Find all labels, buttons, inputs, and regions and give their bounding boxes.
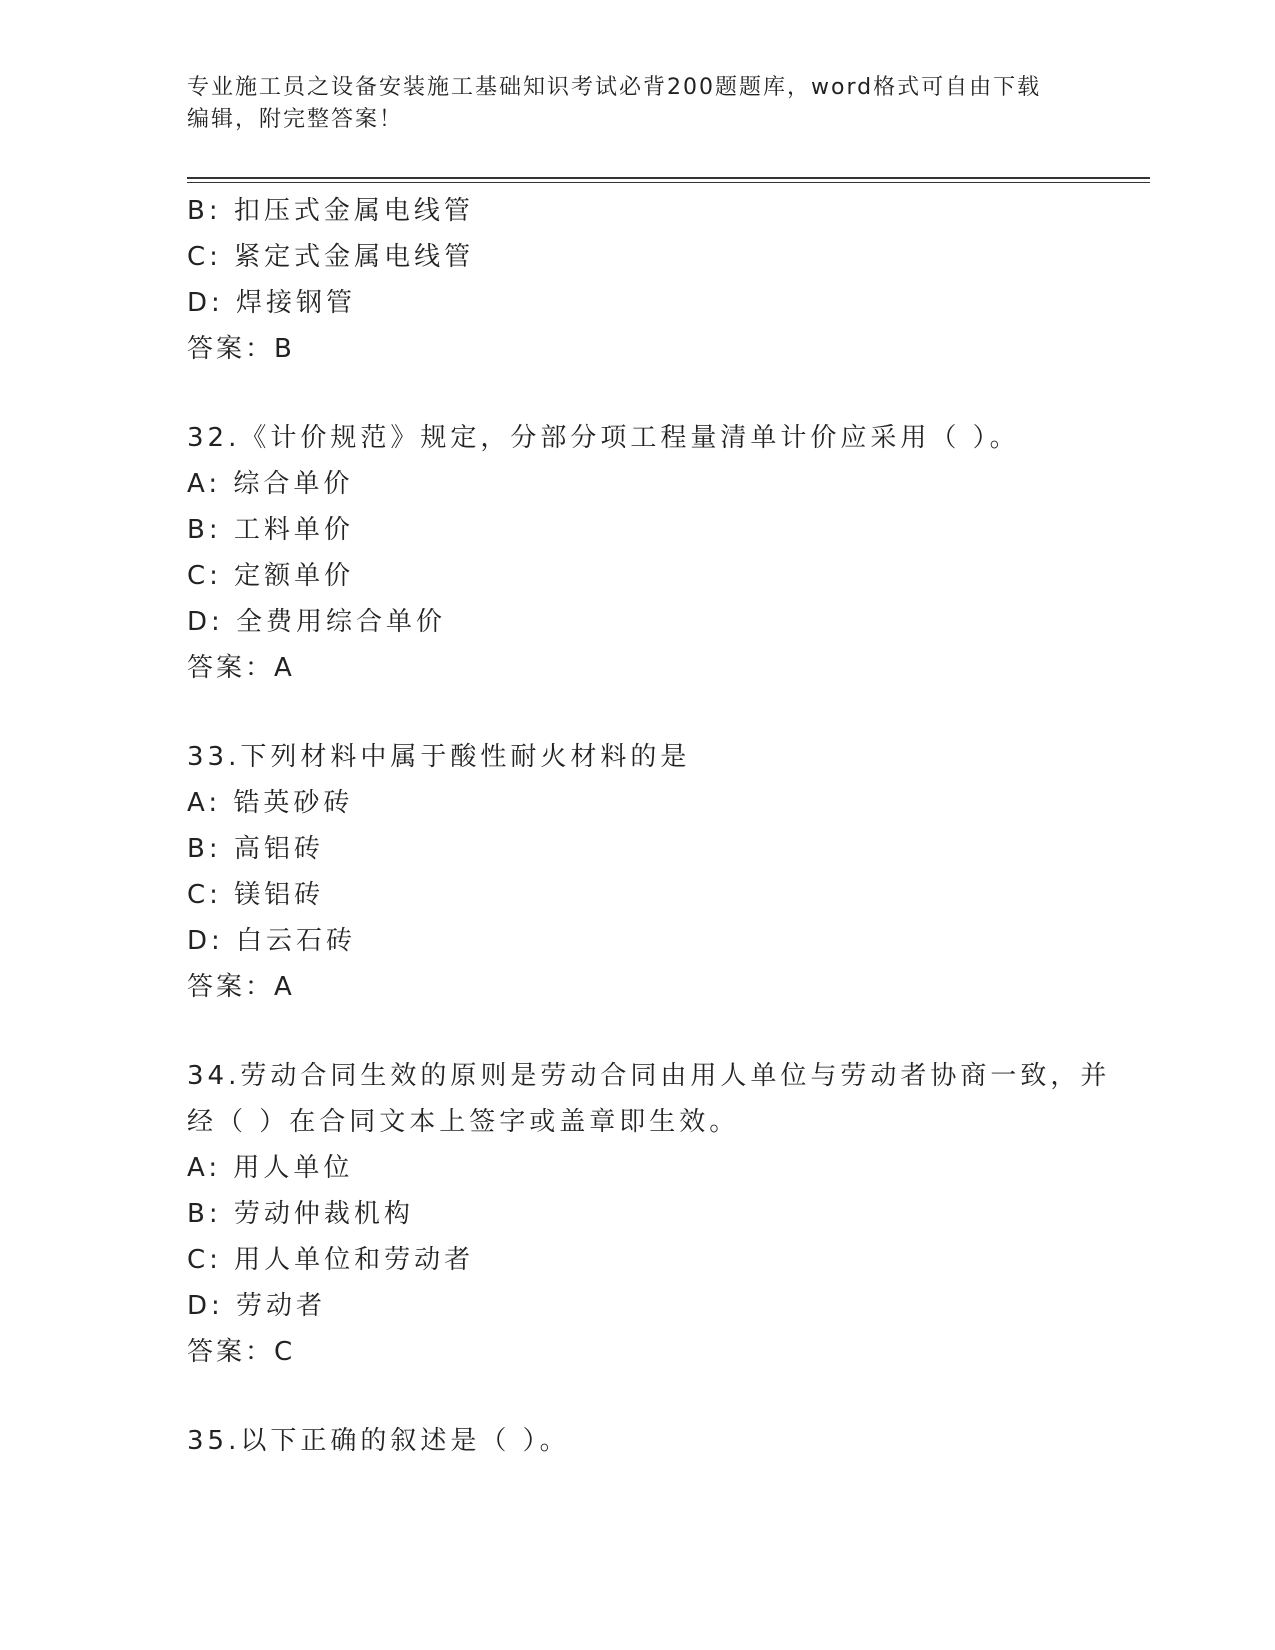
option-b: B: 高铝砖: [187, 834, 324, 864]
question-stem-line-1: 34.劳动合同生效的原则是劳动合同由用人单位与劳动者协商一致，并: [187, 1061, 1111, 1091]
spacer: [187, 691, 1087, 734]
question-stem-line-2: 经（ ）在合同文本上签字或盖章即生效。: [187, 1107, 740, 1137]
option-a: A: 用人单位: [187, 1153, 354, 1183]
option-c: C: 紧定式金属电线管: [187, 242, 475, 272]
question-stem: 35.以下正确的叙述是（ ）。: [187, 1426, 570, 1456]
question-33: [187, 734, 1087, 1010]
spacer: [187, 372, 1087, 415]
option-b: B: 工料单价: [187, 515, 354, 545]
spacer: [187, 1010, 1087, 1053]
option-c: C: 镁铝砖: [187, 880, 325, 910]
option-a: A: 锆英砂砖: [187, 788, 354, 818]
header-divider-thin: [187, 182, 1150, 183]
answer-line: 答案：A: [187, 972, 295, 1002]
option-d: D: 焊接钢管: [187, 288, 357, 318]
header-divider-thick: [187, 177, 1150, 179]
question-32: [187, 415, 1087, 691]
option-c: C: 定额单价: [187, 561, 355, 591]
option-d: D: 全费用综合单价: [187, 607, 447, 637]
option-a: A: 综合单价: [187, 469, 354, 499]
question-list: [187, 188, 1111, 1464]
option-d: D: 劳动者: [187, 1291, 327, 1321]
option-b: B: 劳动仲裁机构: [187, 1199, 414, 1229]
option-b: B: 扣压式金属电线管: [187, 196, 474, 226]
answer-line: 答案：A: [187, 653, 295, 683]
header-title-line-1: 专业施工员之设备安装施工基础知识考试必背200题题库，word格式可自由下载: [187, 75, 1042, 100]
spacer: [187, 1375, 1087, 1418]
header-title-line-2: 编辑，附完整答案！: [187, 107, 404, 132]
question-31-continued: [187, 188, 1087, 372]
option-d: D: 白云石砖: [187, 926, 357, 956]
answer-line: 答案：B: [187, 334, 295, 364]
option-c: C: 用人单位和劳动者: [187, 1245, 475, 1275]
question-34: [187, 1053, 1111, 1375]
question-35: [187, 1418, 1087, 1464]
document-header: [187, 72, 1067, 136]
question-stem: 33.下列材料中属于酸性耐火材料的是: [187, 742, 691, 772]
question-stem: 32.《计价规范》规定，分部分项工程量清单计价应采用（ ）。: [187, 423, 1020, 453]
answer-line: 答案：C: [187, 1337, 296, 1367]
